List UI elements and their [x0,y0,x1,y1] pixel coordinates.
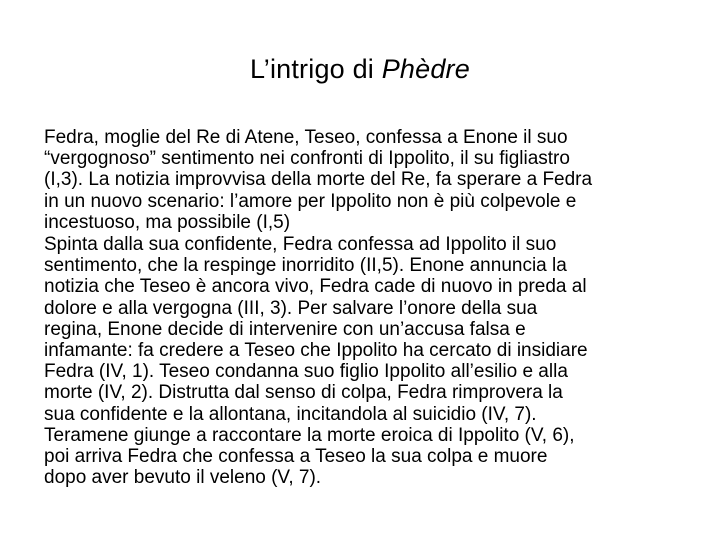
text-line: (I,3). La notizia improvvisa della morte del Re, fa sperare a Fedra [44,169,593,191]
paragraph-2 [44,234,684,488]
text-line: morte (IV, 2). Distrutta dal senso di colpa, Fedra rimprovera la [44,382,563,404]
text-line: Fedra (IV, 1). Teseo condanna suo figlio Ippolito all’esilio e alla [44,361,568,383]
text-line: Fedra, moglie del Re di Atene, Teseo, confessa a Enone il suo [44,127,568,148]
text-line: “vergognoso” sentimento nei confronti di Ippolito, il su figliastro [44,148,570,170]
text-line: Spinta dalla sua confidente, Fedra confessa ad Ippolito il suo [44,234,557,256]
text-line: in un nuovo scenario: l’amore per Ippolito non è più colpevole e [44,190,577,212]
text-line: dolore e alla vergogna (III, 3). Per salvare l’onore della sua [44,297,538,319]
text-line: Teramene giunge a raccontare la morte eroica di Ippolito (V, 6), [44,424,575,446]
slide-title-italic: Phèdre [381,54,470,84]
text-line: infamante: fa credere a Teseo che Ippolito ha cercato di insidiare [44,340,588,362]
text-line: regina, Enone decide di intervenire con un’accusa falsa e [44,318,526,340]
text-line: sua confidente e la allontana, incitandola al suicidio (IV, 7). [44,403,537,425]
slide-title [0,52,720,86]
slide-title-text: L’intrigo di [250,54,382,84]
text-line: sentimento, che la respinge inorridito (II,5). Enone annuncia la [44,255,567,277]
text-line: poi arriva Fedra che confessa a Teseo la sua colpa e muore [44,446,548,468]
text-line: dopo aver bevuto il veleno (V, 7). [44,467,322,489]
text-line: incestuoso, ma possibile (I,5) [44,211,291,233]
slide-body [44,127,684,489]
paragraph-1 [44,127,684,233]
text-line: notizia che Teseo è ancora vivo, Fedra cade di nuovo in preda al [44,276,587,298]
